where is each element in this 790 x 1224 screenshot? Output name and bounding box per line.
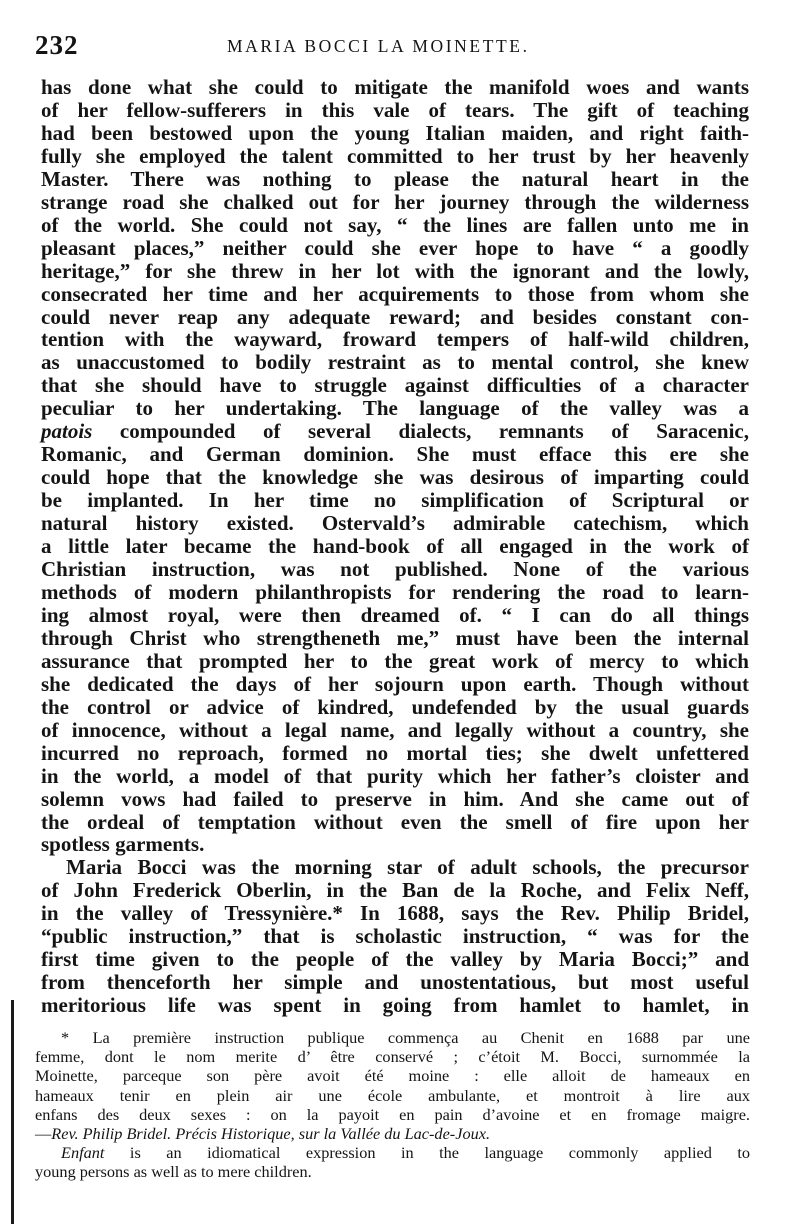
body-line: of the world. She could not say, “ the lines are fallen unto me in [41, 212, 749, 237]
body-line: Christian instruction, was not published. None of the various [41, 557, 749, 582]
body-line: Master. There was nothing to please the natural heart in the [41, 166, 749, 191]
running-title: MARIA BOCCI LA MOINETTE. [227, 36, 530, 56]
body-line: in the valley of Tressynière.* In 1688, says the Rev. Philip Bridel, [41, 901, 749, 926]
footnote-line: enfans des deux sexes : on la payoit en pain d’avoine et en fromage maigre. [35, 1104, 750, 1124]
body-line: the ordeal of temptation without even the smell of fire upon her [41, 809, 749, 834]
body-line: pleasant places,” neither could she ever hope to have “ a goodly [41, 235, 749, 260]
footnote-citation: —Rev. Philip Bridel. Précis Historique, sur la Vallée du Lac-de-Joux. [35, 1124, 491, 1144]
body-line: ing almost royal, were then dreamed of. “ I can do all things [41, 602, 749, 627]
footnote-note-line: Enfant is an idiomatical expression in the language commonly applied to [61, 1143, 750, 1163]
footnote-note-line: young persons as well as to mere children. [35, 1162, 312, 1182]
body-line: meritorious life was spent in going from hamlet to hamlet, in [41, 993, 749, 1018]
page-number: 232 [35, 30, 79, 60]
body-line: as unaccustomed to bodily restraint as to mental control, she knew [41, 350, 749, 375]
body-line: of her fellow-sufferers in this vale of tears. The gift of teaching [41, 97, 749, 122]
body-line: through Christ who strengtheneth me,” must have been the internal [41, 625, 749, 650]
body-line: from thenceforth her simple and unostentatious, but most useful [41, 970, 749, 995]
body-line: could hope that the knowledge she was desirous of imparting could [41, 465, 749, 490]
body-line: strange road she chalked out for her journey through the wilderness [41, 189, 749, 214]
body-line: methods of modern philanthropists for rendering the road to learn- [41, 579, 749, 604]
body-line: tention with the wayward, froward tempers of half-wild children, [41, 327, 749, 352]
body-line: incurred no reproach, formed no mortal ties; she dwelt unfettered [41, 740, 749, 765]
footnotes [35, 1028, 750, 1182]
body-line: in the world, a model of that purity which her father’s cloister and [41, 763, 749, 788]
body-line: could never reap any adequate reward; and besides constant con- [41, 304, 749, 329]
footnote-line: femme, dont le nom merite d’ être conservé ; c’étoit M. Bocci, surnommée la [35, 1047, 750, 1067]
body-line: fully she employed the talent committed to her trust by her heavenly [41, 143, 749, 168]
body-line: “public instruction,” that is scholastic instruction, “ was for the [41, 924, 749, 949]
running-head [35, 30, 755, 62]
footnote-line: hameaux tenir en plein air une école ambulante, et montroit à lire aux [35, 1085, 750, 1105]
body-line: peculiar to her undertaking. The language of the valley was a [41, 396, 749, 421]
body-line: that she should have to struggle against difficulties of a character [41, 373, 749, 398]
body-text [41, 76, 749, 1017]
body-line: had been bestowed upon the young Italian maiden, and right faith- [41, 120, 749, 145]
body-line: of innocence, without a legal name, and legally without a country, she [41, 717, 749, 742]
paragraph-start-line: Maria Bocci was the morning star of adult schools, the precursor [66, 855, 749, 880]
body-line: solemn vows had failed to preserve in him. And she came out of [41, 786, 749, 811]
body-line: Romanic, and German dominion. She must efface this ere she [41, 442, 749, 467]
paragraph-end-line: spotless garments. [41, 832, 205, 857]
footnote-start-line: * La première instruction publique commença au Chenit en 1688 par une [61, 1028, 750, 1047]
body-line: consecrated her time and her acquirements to those from whom she [41, 281, 749, 306]
body-line: first time given to the people of the valley by Maria Bocci;” and [41, 947, 749, 972]
footnote-line: Moinette, parceque son père avoit été moine : elle alloit de hameaux en [35, 1066, 750, 1086]
body-line: be implanted. In her time no simplification of Scriptural or [41, 488, 749, 513]
body-line: of John Frederick Oberlin, in the Ban de la Roche, and Felix Neff, [41, 878, 749, 903]
body-line: natural history existed. Ostervald’s admirable catechism, which [41, 511, 749, 536]
body-line: has done what she could to mitigate the manifold woes and wants [41, 75, 749, 99]
page-binding-edge [11, 1000, 14, 1224]
body-line: the control or advice of kindred, undefended by the usual guards [41, 694, 749, 719]
body-line: assurance that prompted her to the great work of mercy to which [41, 648, 749, 673]
body-line: a little later became the hand-book of all engaged in the work of [41, 534, 749, 559]
body-line: she dedicated the days of her sojourn upon earth. Though without [41, 671, 749, 696]
body-line: patois compounded of several dialects, remnants of Saracenic, [41, 419, 749, 444]
body-line: heritage,” for she threw in her lot with the ignorant and the lowly, [41, 258, 749, 283]
